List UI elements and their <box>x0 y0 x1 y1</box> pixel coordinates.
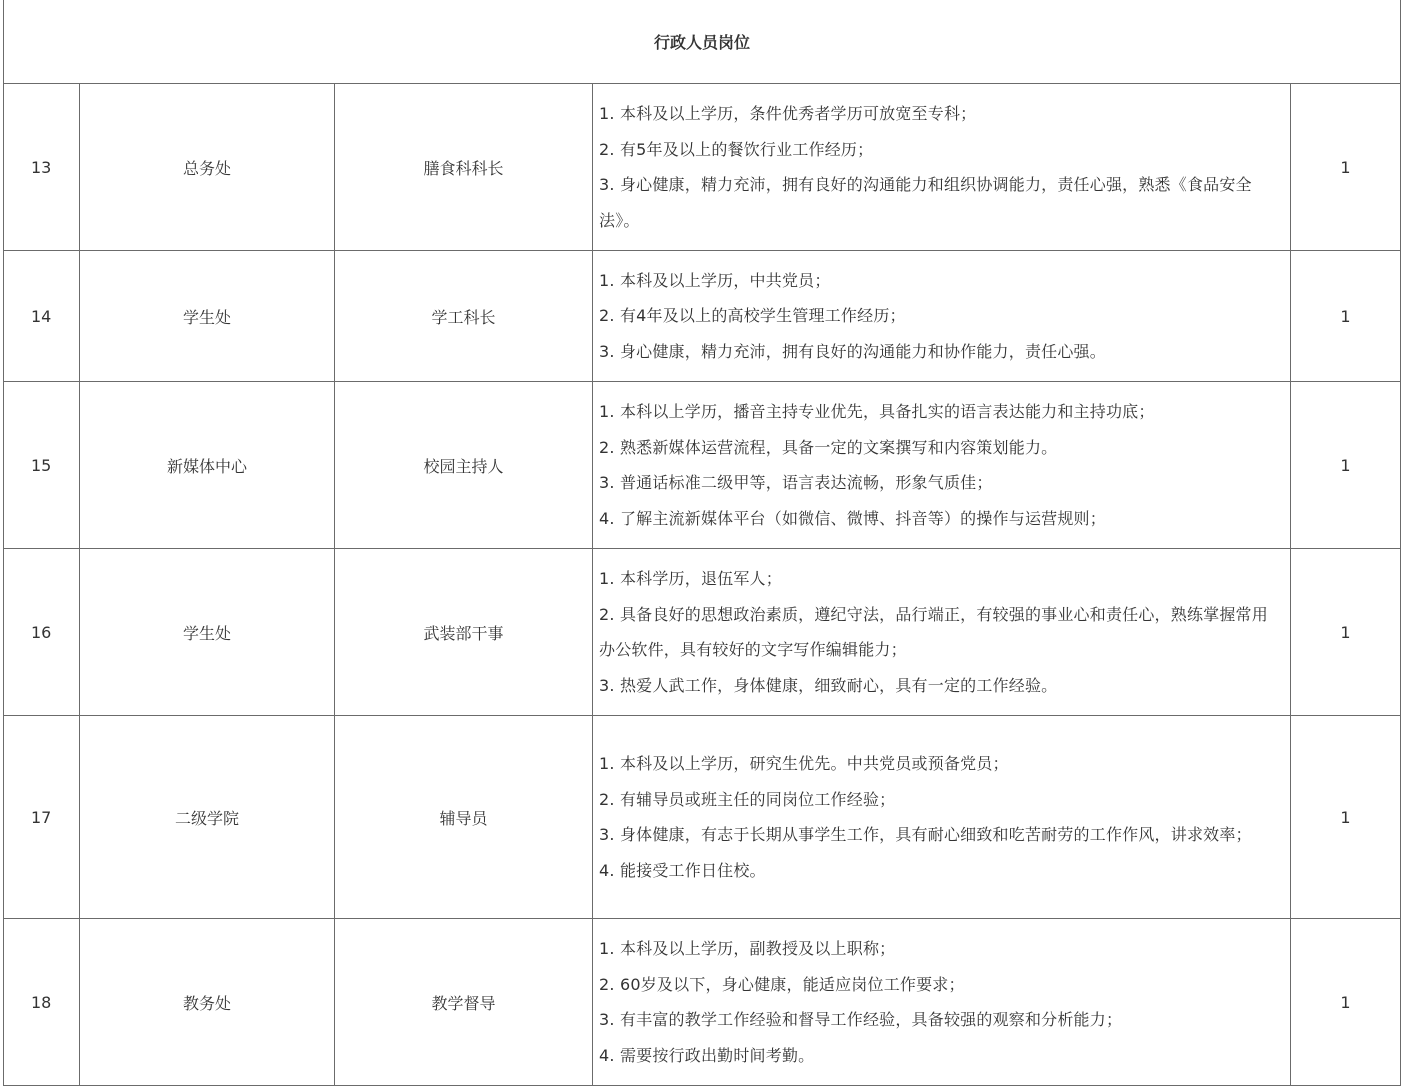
requirement-line: 4. 了解主流新媒体平台（如微信、微博、抖音等）的操作与运营规则； <box>599 508 1106 528</box>
position-cell: 校园主持人 <box>335 382 593 549</box>
requirements-cell <box>593 716 1291 919</box>
table-row <box>4 382 1401 549</box>
department-cell: 总务处 <box>80 84 335 251</box>
title-row <box>4 0 1401 84</box>
requirement-line: 1. 本科学历，退伍军人； <box>599 569 782 588</box>
requirement-line: 2. 60岁及以下，身心健康，能适应岗位工作要求； <box>599 974 965 994</box>
table-row <box>4 84 1401 251</box>
requirement-line: 4. 能接受工作日住校。 <box>599 860 766 880</box>
headcount-cell: 1 <box>1291 382 1401 549</box>
department-cell: 新媒体中心 <box>80 382 335 549</box>
department-cell: 二级学院 <box>80 716 335 919</box>
position-cell: 武装部干事 <box>335 549 593 716</box>
requirement-line: 2. 有辅导员或班主任的同岗位工作经验； <box>599 789 896 809</box>
table-row <box>4 251 1401 382</box>
requirement-line: 2. 有4年及以上的高校学生管理工作经历； <box>599 306 906 326</box>
requirement-line: 3. 热爱人武工作，身体健康，细致耐心，具有一定的工作经验。 <box>599 675 1058 695</box>
job-table <box>3 0 1401 1086</box>
table-row <box>4 549 1401 716</box>
requirement-line: 1. 本科及以上学历，中共党员； <box>599 270 831 290</box>
row-number: 13 <box>4 84 80 251</box>
requirement-line: 1. 本科及以上学历，研究生优先。中共党员或预备党员； <box>599 754 1009 773</box>
requirement-line: 3. 普通话标准二级甲等，语言表达流畅，形象气质佳； <box>599 473 993 492</box>
requirement-line: 3. 有丰富的教学工作经验和督导工作经验，具备较强的观察和分析能力； <box>599 1010 1123 1029</box>
position-cell: 辅导员 <box>335 716 593 919</box>
requirement-line: 1. 本科及以上学历，副教授及以上职称； <box>599 939 896 958</box>
table-title: 行政人员岗位 <box>4 0 1401 84</box>
position-cell: 膳食科科长 <box>335 84 593 251</box>
requirements-cell <box>593 549 1291 716</box>
requirements-cell <box>593 919 1291 1086</box>
requirements-cell <box>593 382 1291 549</box>
department-cell: 学生处 <box>80 549 335 716</box>
requirement-line: 2. 具备良好的思想政治素质，遵纪守法，品行端正，有较强的事业心和责任心，熟练掌握常用办公软件，具有较好的文字写作编辑能力； <box>599 604 1268 659</box>
row-number: 14 <box>4 251 80 382</box>
headcount-cell: 1 <box>1291 84 1401 251</box>
requirement-line: 3. 身心健康，精力充沛，拥有良好的沟通能力和协作能力，责任心强。 <box>599 341 1106 361</box>
headcount-cell: 1 <box>1291 919 1401 1086</box>
position-cell: 学工科长 <box>335 251 593 382</box>
position-cell: 教学督导 <box>335 919 593 1086</box>
requirement-line: 3. 身体健康，有志于长期从事学生工作，具有耐心细致和吃苦耐劳的工作作风，讲求效率； <box>599 825 1252 844</box>
requirement-line: 4. 需要按行政出勤时间考勤。 <box>599 1045 815 1065</box>
row-number: 18 <box>4 919 80 1086</box>
requirement-line: 2. 有5年及以上的餐饮行业工作经历； <box>599 139 874 159</box>
requirement-line: 3. 身心健康，精力充沛，拥有良好的沟通能力和组织协调能力，责任心强，熟悉《食品安全法》。 <box>599 175 1252 230</box>
requirement-line: 1. 本科及以上学历，条件优秀者学历可放宽至专科； <box>599 104 977 123</box>
headcount-cell: 1 <box>1291 251 1401 382</box>
requirement-line: 2. 熟悉新媒体运营流程，具备一定的文案撰写和内容策划能力。 <box>599 437 1058 457</box>
row-number: 17 <box>4 716 80 919</box>
table-row <box>4 919 1401 1086</box>
headcount-cell: 1 <box>1291 716 1401 919</box>
row-number: 16 <box>4 549 80 716</box>
table-row <box>4 716 1401 919</box>
requirements-cell <box>593 84 1291 251</box>
department-cell: 教务处 <box>80 919 335 1086</box>
headcount-cell: 1 <box>1291 549 1401 716</box>
requirements-cell <box>593 251 1291 382</box>
department-cell: 学生处 <box>80 251 335 382</box>
requirement-line: 1. 本科以上学历，播音主持专业优先，具备扎实的语言表达能力和主持功底； <box>599 402 1155 421</box>
row-number: 15 <box>4 382 80 549</box>
